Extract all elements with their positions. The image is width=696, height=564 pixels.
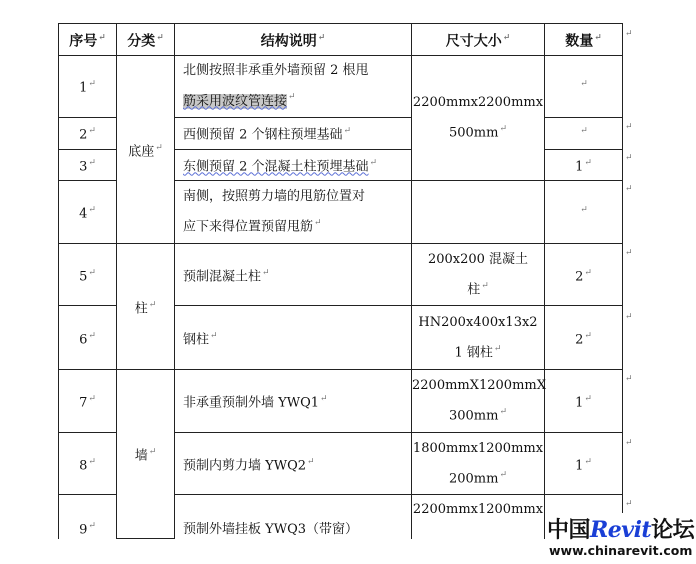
- header-no: 序号↵: [59, 24, 117, 56]
- end-of-row-mark: ↵: [625, 184, 633, 194]
- watermark-title: 中国Revit论坛: [547, 517, 695, 543]
- end-of-row-mark: ↵: [625, 499, 633, 509]
- row-size: 2200mmX1200mmX 300mm↵: [412, 370, 545, 433]
- watermark-url: www.chinarevit.com: [549, 543, 693, 558]
- row-description: 北侧按照非承重外墙预留 2 根甩 筋采用波纹管连接↵: [175, 56, 412, 118]
- end-of-row-mark: ↵: [625, 29, 633, 39]
- row-size: [412, 181, 545, 244]
- end-of-row-mark: ↵: [625, 248, 633, 258]
- end-of-row-mark: ↵: [625, 153, 633, 163]
- site-watermark-logo: [545, 513, 696, 564]
- row-size: HN200x400x13x2 1 钢柱↵: [412, 306, 545, 370]
- row-number: 8↵: [59, 433, 117, 495]
- end-of-row-mark: ↵: [625, 122, 633, 132]
- row-description: 非承重预制外墙 YWQ1↵: [175, 370, 412, 433]
- row-description: 西侧预留 2 个钢柱预埋基础↵: [175, 118, 412, 150]
- row-qty: 2↵: [545, 244, 623, 306]
- row-description: 钢柱↵: [175, 306, 412, 370]
- table-row: [59, 244, 623, 306]
- row-number: 9↵: [59, 495, 117, 539]
- end-of-row-mark: ↵: [625, 312, 633, 322]
- row-description: 预制内剪力墙 YWQ2↵: [175, 433, 412, 495]
- row-number: 5↵: [59, 244, 117, 306]
- row-description: 预制混凝土柱↵: [175, 244, 412, 306]
- table-header-row: [59, 24, 623, 56]
- row-qty: 1↵: [545, 433, 623, 495]
- row-description: 南侧，按照剪力墙的甩筋位置对 应下来得位置预留甩筋↵: [175, 181, 412, 244]
- row-size: 200x200 混凝土 柱↵: [412, 244, 545, 306]
- header-description: 结构说明↵: [175, 24, 412, 56]
- header-qty: 数量↵: [545, 24, 623, 56]
- table-row: [59, 370, 623, 433]
- row-number: 3↵: [59, 150, 117, 181]
- category-cell-base: 底座↵: [117, 56, 175, 244]
- table-row: [59, 56, 623, 118]
- row-size: 2200mmx1200mmx: [412, 495, 545, 539]
- row-size: 1800mmx1200mmx 200mm↵: [412, 433, 545, 495]
- header-category: 分类↵: [117, 24, 175, 56]
- row-size-merged: 2200mmx2200mmx 500mm↵: [412, 56, 545, 181]
- end-of-row-mark: ↵: [625, 438, 633, 448]
- category-cell-column: 柱↵: [117, 244, 175, 370]
- end-of-row-mark: ↵: [625, 374, 633, 384]
- structure-table: [58, 23, 623, 539]
- row-number: 4↵: [59, 181, 117, 244]
- row-qty: 1↵: [545, 370, 623, 433]
- row-description: 东侧预留 2 个混凝土柱预埋基础↵: [175, 150, 412, 181]
- row-description: 预制外墙挂板 YWQ3（带窗）: [175, 495, 412, 539]
- row-qty: ↵: [545, 118, 623, 150]
- row-number: 7↵: [59, 370, 117, 433]
- row-number: 6↵: [59, 306, 117, 370]
- row-number: 1↵: [59, 56, 117, 118]
- category-cell-wall: 墙↵: [117, 370, 175, 539]
- row-number: 2↵: [59, 118, 117, 150]
- row-qty: ↵: [545, 56, 623, 118]
- row-qty: 2↵: [545, 306, 623, 370]
- header-size: 尺寸大小↵: [412, 24, 545, 56]
- row-qty: ↵: [545, 181, 623, 244]
- row-qty: 1↵: [545, 150, 623, 181]
